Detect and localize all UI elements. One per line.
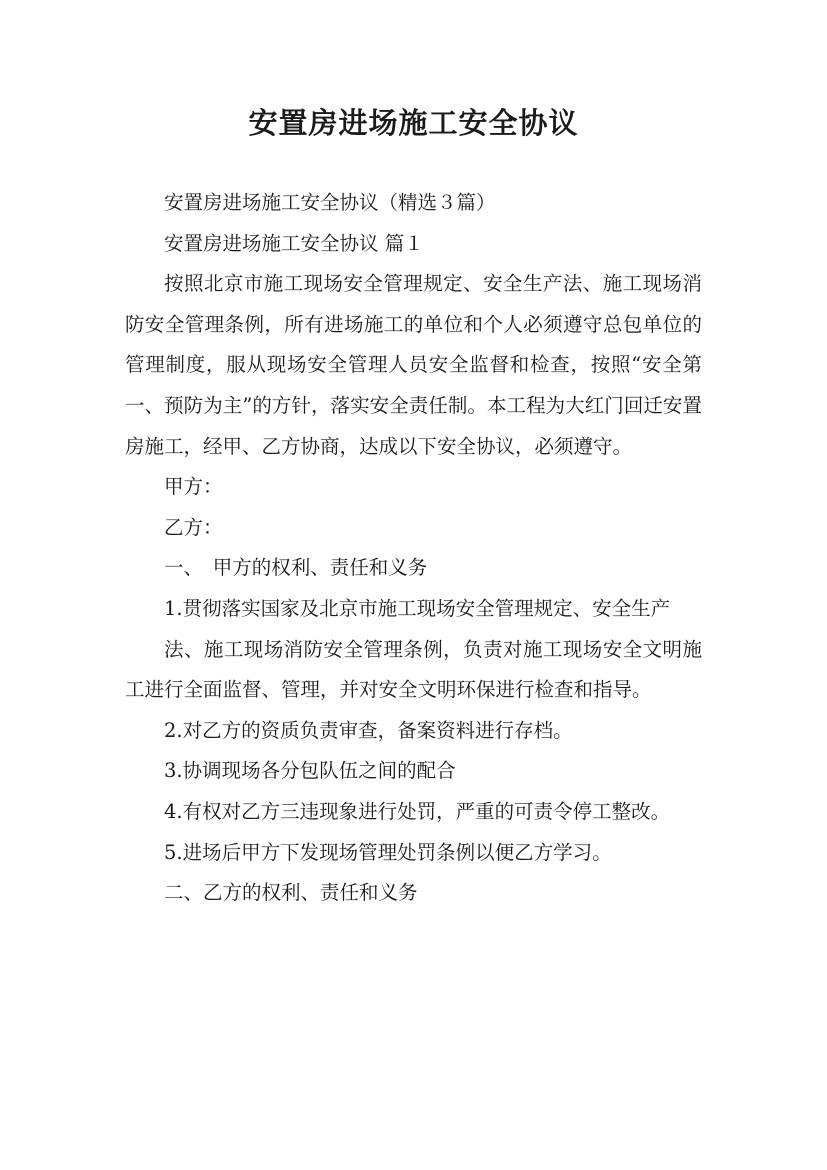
paragraph-subtitle: 安置房进场施工安全协议（精选３篇） bbox=[164, 191, 496, 214]
document-body bbox=[125, 183, 702, 914]
paragraph-section-heading: 安置房进场施工安全协议 篇１ bbox=[164, 231, 424, 255]
paragraph-heading-party-b-duties: 二、乙方的权利、责任和义务 bbox=[164, 881, 418, 905]
paragraph-party-a: 甲方： bbox=[164, 475, 223, 499]
paragraph-item-3: 3.协调现场各分包队伍之间的配合 bbox=[164, 759, 456, 783]
paragraph-item-4: 4.有权对乙方三违现象进行处罚，严重的可责令停工整改。 bbox=[164, 799, 671, 823]
paragraph-heading-party-a-duties: 一、 甲方的权利、责任和义务 bbox=[164, 556, 428, 580]
paragraph-item-2: 2.对乙方的资质负责审查，备案资料进行存档。 bbox=[164, 718, 573, 742]
document-title: 安置房进场施工安全协议 bbox=[248, 106, 579, 140]
paragraph-party-b: 乙方： bbox=[164, 515, 223, 539]
paragraph-item-5: 5.进场后甲方下发现场管理处罚条例以便乙方学习。 bbox=[164, 840, 612, 864]
paragraph-item-1: 1.贯彻落实国家及北京市施工现场安全管理规定、安全生产 bbox=[164, 596, 671, 620]
paragraph-item-1-continued: 法、施工现场消防安全管理条例，负责对施工现场安全文明施工进行全面监督、管理，并对安全文明环保进行检查和指导。 bbox=[125, 637, 702, 702]
paragraph-intro: 按照北京市施工现场安全管理规定、安全生产法、施工现场消防安全管理条例，所有进场施工的单位和个人必须遵守总包单位的管理制度，服从现场安全管理人员安全监督和检查，按照“安全第一、预防为主”的方针，落实安全责任制。本工程为大红门回迁安置房施工，经甲、乙方协商，达成以下安全协议，必须遵守。 bbox=[125, 272, 702, 458]
